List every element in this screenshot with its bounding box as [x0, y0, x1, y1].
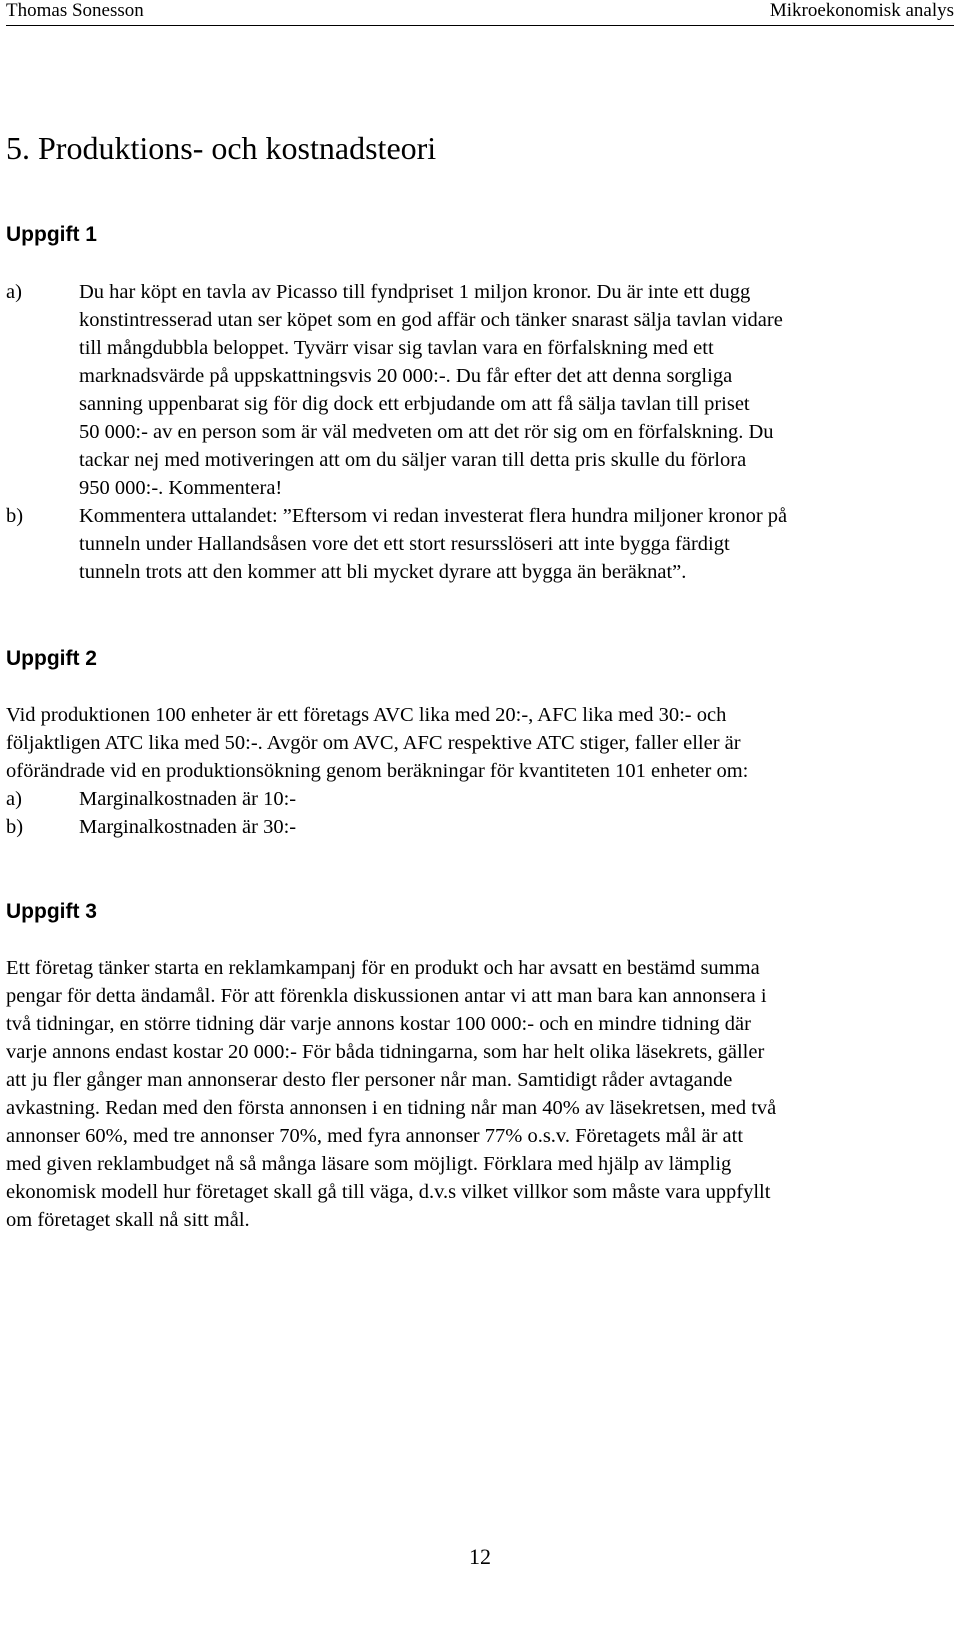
text-line: tunneln trots att den kommer att bli mycket dyrare att bygga än beräknat”.: [79, 561, 687, 583]
header-divider: [6, 25, 954, 26]
task-1-heading: Uppgift 1: [6, 223, 97, 246]
text-line: annonser 60%, med tre annonser 70%, med fyra annonser 77% o.s.v. Företagets mål är att: [6, 1125, 744, 1147]
text-line: Vid produktionen 100 enheter är ett företags AVC lika med 20:-, AFC lika med 30:- och: [6, 704, 727, 726]
text-line: följaktligen ATC lika med 50:-. Avgör om AVC, AFC respektive ATC stiger, faller eller är: [6, 732, 741, 754]
text-line: sanning uppenbarat sig för dig dock ett erbjudande om att få sälja tavlan till priset: [79, 393, 750, 415]
text-line: tunneln under Hallandsåsen vore det ett stort resursslöseri att inte bygga färdigt: [79, 533, 730, 555]
text-line: med given reklambudget nå så många läsare som möjligt. Förklara med hjälp av lämplig: [6, 1153, 732, 1175]
header-author: Thomas Sonesson: [6, 0, 144, 21]
text-line: [6, 278, 954, 306]
item-marker: b): [6, 505, 24, 527]
text-line: att ju fler gånger man annonserar desto fler personer når man. Samtidigt råder avtagande: [6, 1069, 733, 1091]
text-line: om företaget skall nå sitt mål.: [6, 1209, 250, 1231]
chapter-title: 5. Produktions- och kostnadsteori: [6, 130, 437, 166]
text-line: ekonomisk modell hur företaget skall gå till väga, d.v.s vilket villkor som måste vara uppfyllt: [6, 1181, 771, 1203]
item-marker: a): [6, 281, 22, 303]
running-header: [6, 0, 954, 24]
item-marker: a): [6, 788, 22, 810]
text-line: avkastning. Redan med den första annonsen i en tidning når man 40% av läsekretsen, med två: [6, 1097, 777, 1119]
task-2-heading: Uppgift 2: [6, 647, 97, 670]
text-line: Ett företag tänker starta en reklamkampanj för en produkt och har avsatt en bestämd summa: [6, 957, 760, 979]
task-3-body: [6, 954, 954, 1234]
task-2-item-a: [6, 785, 954, 813]
text-line: till mångdubbla beloppet. Tyvärr visar sig tavlan vara en förfalskning med ett: [79, 337, 714, 359]
task-1-item-b: [6, 502, 954, 586]
line-text: Du har köpt en tavla av Picasso till fyndpriset 1 miljon kronor. Du är inte ett dugg: [79, 281, 751, 303]
text-line: två tidningar, en större tidning där varje annons kostar 100 000:- och en mindre tidning där: [6, 1013, 751, 1035]
text-line: oförändrade vid en produktionsökning genom beräkningar för kvantiteten 101 enheter om:: [6, 760, 749, 782]
task-1-item-a: [6, 278, 954, 502]
text-line: konstintresserad utan ser köpet som en god affär och tänker snarast sälja tavlan vidare: [79, 309, 783, 331]
line-text: Marginalkostnaden är 10:-: [79, 788, 297, 810]
text-line: pengar för detta ändamål. För att förenkla diskussionen antar vi att man bara kan annonsera i: [6, 985, 767, 1007]
header-book-title: Mikroekonomisk analys: [769, 0, 954, 21]
text-line: 50 000:- av en person som är väl medveten om att det rör sig om en förfalskning. Du: [79, 421, 774, 443]
line-text: Kommentera uttalandet: ”Eftersom vi redan investerat flera hundra miljoner kronor på: [79, 505, 788, 527]
item-marker: b): [6, 816, 24, 838]
task-3-heading: Uppgift 3: [6, 900, 97, 923]
text-line: marknadsvärde på uppskattningsvis 20 000:-. Du får efter det att denna sorgliga: [79, 365, 733, 387]
task-2-body: [6, 701, 954, 841]
line-text: Marginalkostnaden är 30:-: [79, 816, 297, 838]
text-line: varje annons endast kostar 20 000:- För båda tidningarna, som har helt olika läsekrets, gäller: [6, 1041, 765, 1063]
task-2-item-b: [6, 813, 954, 841]
page-number: 12: [469, 1544, 491, 1569]
text-line: 950 000:-. Kommentera!: [79, 477, 283, 499]
text-line: tackar nej med motiveringen att om du säljer varan till detta pris skulle du förlora: [79, 449, 747, 471]
text-line: [6, 502, 954, 530]
